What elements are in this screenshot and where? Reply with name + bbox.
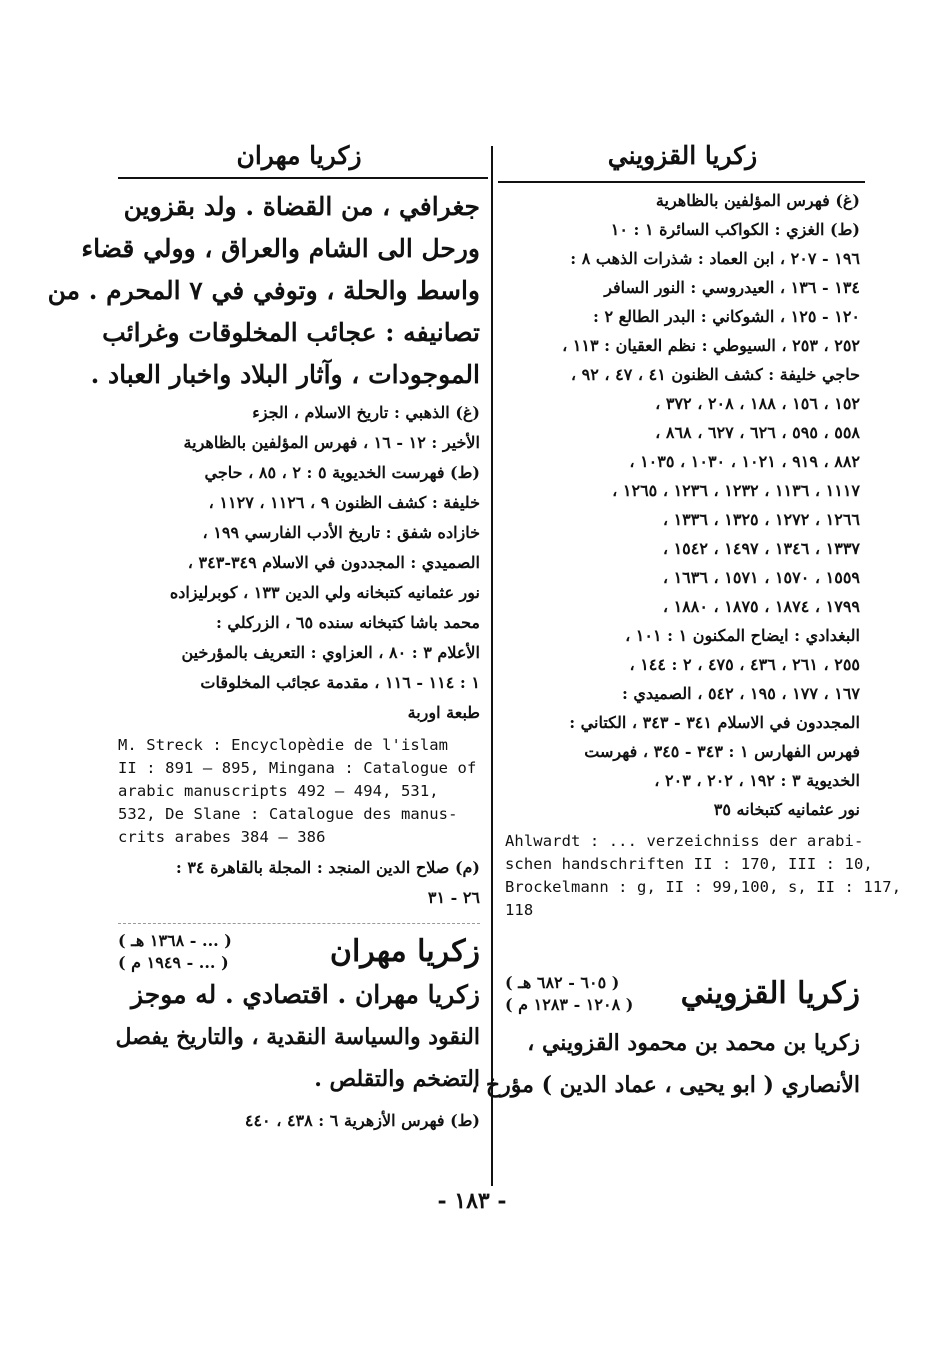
left-column-header: زكريا مهران [236,141,362,170]
column-divider [491,146,493,1186]
text-line: التضخم والتقلص . [314,1066,480,1092]
page-number: - ١٨٣ - [437,1188,507,1214]
latin-line: arabic manuscripts 492 — 494, 531, [118,782,439,800]
latin-line: 118 [505,901,534,919]
source-line: ١٥٢ ، ١٥٦ ، ١٨٨ ، ٢٠٨ ، ٣٧٢ ، [655,394,860,413]
sources-block [118,853,480,913]
text-line: زكريا مهران . اقتصادي . له موجز [131,980,480,1009]
latin-references [505,830,902,922]
dates-hijri: ( ٦٠٥ - ٦٨٢ هـ ) [505,973,620,992]
source-line: نور عثمانيه كتبخانه ٣٥ [713,800,860,819]
source-line: ٥٥٨ ، ٥٩٥ ، ٦٢٦ ، ٦٢٧ ، ٨٦٨ ، [655,423,860,442]
source-line: ١٢٠ - ١٢٥ ، الشوكاني : البدر الطالع ٢ : [592,307,860,326]
text-line: الموجودات ، وآثار البلاد واخبار العباد . [90,360,480,389]
source-line: طبعة اوربة [407,703,480,722]
source-line: ١٣٣٧ ، ١٣٤٦ ، ١٤٩٧ ، ١٥٤٢ ، [662,539,860,558]
left-header-rule [118,177,488,179]
sources-block [118,398,480,728]
right-column [471,186,902,1186]
source-line: الأعلام ٣ : ٨٠ ، العزاوي : التعريف بالمؤرخين [181,643,480,662]
text-line: الأنصاري ( ابو يحيى ، عماد الدين ) مؤرخ ، [471,1072,860,1098]
latin-references [118,734,480,849]
text-line: ورحل الى الشام والعراق ، وولي قضاء [81,234,480,263]
source-line: (م) صلاح الدين المنجد : المجلة بالقاهرة ٣٤ : [175,858,480,877]
source-line: ١٦٧ ، ١٧٧ ، ١٩٥ ، ٥٤٢ ، الصميدي : [621,684,860,703]
source-line: البغدادي : ايضاح المكنون ١ : ١٠١ ، [625,626,860,645]
right-header-rule [498,181,865,183]
source-line: (غ) فهرس المؤلفين بالظاهرية [655,191,860,210]
source-line: ١ : ١١٤ - ١١٦ ، مقدمة عجائب المخلوقات [200,673,480,692]
source-line: (ط) فهرس الأزهرية ٦ : ٤٣٨ ، ٤٤٠ [244,1111,480,1130]
source-line: ١٣٤ - ١٣٦ ، العيدروسي : النور السافر [604,278,860,297]
source-line: فهرس الفهارس ١ : ٣٤٣ - ٣٤٥ ، فهرست [584,742,860,761]
source-line: ١٩٦ - ٢٠٧ ، ابن العماد : شذرات الذهب ٨ : [570,249,860,268]
latin-line: crits arabes 384 — 386 [118,828,326,846]
source-line: الأخير : ١٢ - ١٦ ، فهرس المؤلفين بالظاهرية [183,433,480,452]
source-line: حاجي خليفة : كشف الظنون ٤١ ، ٤٧ ، ٩٢ ، [570,365,860,384]
text-line: النقود والسياسة النقدية ، والتاريخ يفصل [115,1024,480,1050]
source-line: الصميدي : المجددون في الاسلام ٣٤٩-٣٤٣ ، [187,553,480,572]
source-line: ١٥٥٩ ، ١٥٧٠ ، ١٥٧١ ، ١٦٣٦ ، [662,568,860,587]
source-line: ٢٥٥ ، ٢٦١ ، ٤٣٦ ، ٤٧٥ ، ٢ : ١٤٤ ، [629,655,860,674]
latin-line: Ahlwardt : ... verzeichniss der arabi- [505,832,864,850]
text-line: جغرافي ، من القضاة . ولد بقزوين [123,192,480,221]
source-line: (ط) الغزي : الكواكب السائرة ١ : ١٠ [610,220,860,239]
entry-heading [118,930,480,974]
source-line: (ط) فهرست الخديوية ٥ : ٢ ، ٨٥ ، حاجي [204,463,480,482]
entry-separator [118,923,480,924]
source-line: محمد باشا كتبخانه سنده ٦٥ ، الزركلي : [215,613,480,632]
source-line: ١١١٧ ، ١١٣٦ ، ١٢٣٢ ، ١٢٣٦ ، ١٢٦٥ ، [612,481,860,500]
latin-line: schen handschriften II : 170, III : 10, [505,855,873,873]
entry-name: زكريا القزويني [680,976,860,1011]
entry-heading [505,972,860,1016]
latin-line: Brockelmann : g, II : 99,100, s, II : 117, [505,878,902,896]
dates-gregorian: ( ١٢٠٨ - ١٢٨٣ م ) [505,995,634,1014]
source-line: ٢٥٢ ، ٢٥٣ ، السيوطي : نظم العقيان : ١١٣ ، [562,336,860,355]
entry-dates [118,930,232,974]
source-line: (غ) الذهبي : تاريخ الاسلام ، الجزء [252,403,480,422]
latin-line: II : 891 — 895, Mingana : Catalogue of [118,759,477,777]
left-column [47,186,480,1186]
latin-line: M. Streck : Encyclopèdie de l'islam [118,736,449,754]
source-line: خازاده شفق : تاريخ الأدب الفارسي ١٩٩ ، [202,523,480,542]
entry-name: زكريا مهران [329,934,480,969]
entry-body [115,974,480,1100]
source-line: المجددون في الاسلام ٣٤١ - ٣٤٣ ، الكتاني : [569,713,860,732]
text-line: زكريا بن محمد بن محمود القزويني ، [527,1030,860,1056]
source-line: خليفة : كشف الظنون ٩ ، ١١٢٦ ، ١١٢٧ ، [208,493,480,512]
source-line: الخديوية ٣ : ١٩٢ ، ٢٠٢ ، ٢٠٣ ، [654,771,860,790]
text-line: تصانيفه : عجائب المخلوقات وغرائب [102,318,480,347]
source-line: نور عثمانيه كتبخانه ولي الدين ١٣٣ ، كوبرليزاده [169,583,480,602]
entry-dates [505,972,633,1016]
entry-body [471,1022,860,1106]
source-line: ٢٦ - ٣١ [427,888,480,907]
source-line: ١٧٩٩ ، ١٨٧٤ ، ١٨٧٥ ، ١٨٨٠ ، [662,597,860,616]
latin-line: 532, De Slane : Catalogue des manus- [118,805,458,823]
right-column-header: زكريا القزويني [607,141,758,170]
source-line: ١٢٦٦ ، ١٢٧٢ ، ١٣٢٥ ، ١٣٣٦ ، [662,510,860,529]
continuation-text [47,186,480,396]
source-line: ٨٨٢ ، ٩١٩ ، ١٠٢١ ، ١٠٣٠ ، ١٠٣٥ ، [629,452,860,471]
text-line: واسط والحلة ، وتوفي في ٧ المحرم . من [47,276,480,305]
dates-gregorian: ( ... - ١٩٤٩ م ) [118,953,229,972]
dates-hijri: ( ... - ١٣٦٨ هـ ) [118,931,232,950]
sources-block [505,186,860,824]
